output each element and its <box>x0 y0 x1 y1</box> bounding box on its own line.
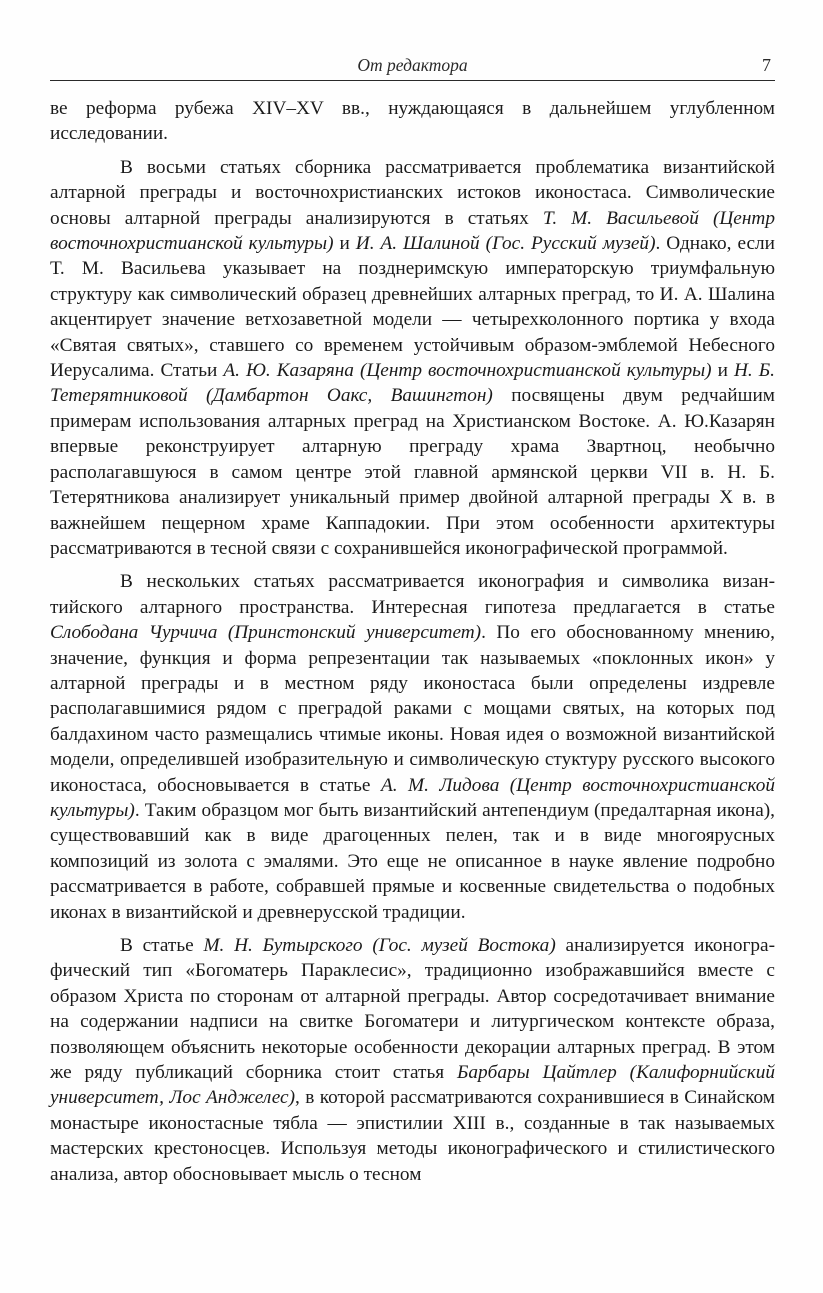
paragraph <box>50 933 775 1187</box>
text-run: В статье <box>120 935 204 956</box>
text-run: посвящены двум редчайшим примерам использования алтарных преград на Христианском Востоке. А. Ю.Казарян впервые реконструирует алтарную преграду храма Звартноц, необычно располагавшуюся в самом центре этой главной армянской церкви VII в. Н. Б. Тетерятникова анализирует уникальный пример двойной алтарной преграды X в. в важнейшем пещерном храме Каппадокии. При этом особенности архитектуры рассматриваются в тесной связи с сохранившейся иконографической программой. <box>50 385 775 559</box>
body-text <box>50 96 775 1187</box>
text-run: . Однако, если Т. М. Васильева указывает на позднеримскую императорскую триумфальную структуру как символический образец древнейших алтарных преград, то И. А. Шалина акцентирует значение ветхозаветной модели — четырехколонного портика у входа «Святая святых», ставшего со временем устойчивым образом-эмблемой Небесного Иерусалима. Статьи <box>50 233 775 382</box>
text-run: В восьми статьях сборника рассматривается проблематика византийской алтарной преграды и восточнохристианских истоков иконостаса. Символические основы алтарной преграды анализируются в статьях <box>50 156 775 229</box>
italic-citation: Н. Б. Тетерятниковой (Дамбартон Оакс, Вашингтон) <box>50 360 775 407</box>
italic-citation: И. А. Шалиной (Гос. Русский музей) <box>355 233 656 255</box>
italic-citation: А. Ю. Казаряна (Центр восточнохристианской культуры) <box>223 360 712 382</box>
italic-citation: Т. М. Васильевой (Центр восточнохристианской культуры) <box>50 207 775 255</box>
paragraph-continued <box>50 96 775 147</box>
text-run: В нескольких статьях рассматривается иконография и символика византийского алтарного пространства. Интересная гипотеза предлагается в статье <box>50 571 775 618</box>
italic-citation: М. Н. Бутырского (Гос. музей Востока) <box>203 935 556 956</box>
text-run: и <box>333 233 356 255</box>
text-run: , в которой рассматриваются сохранившиеся в Синайском монастыре иконостасные тябла — эпистилии XIII в., созданные в так называемых мастерских крестоносцев. Используя методы иконографического и стилистического анализа, автор обосновывает мысль о тесном <box>50 1087 776 1185</box>
running-title: От редактора <box>357 55 468 75</box>
italic-citation: Барбары Цайтлер (Калифорнийский университет, Лос Анджелес) <box>50 1062 775 1109</box>
text-run: ве реформа рубежа XIV–XV вв., нуждающаяся в дальнейшем углубленном исследовании. <box>50 98 775 145</box>
page-number: 7 <box>762 55 771 75</box>
italic-citation: А. М. Лидова (Центр восточнохристианской культуры) <box>50 774 775 821</box>
paragraph <box>50 155 775 562</box>
text-run: . Таким образцом мог быть византийский антепендиум (предалтарная икона), существовавший как в виде драгоценных пелен, так и в виде многоярусных композиций из золота с эмалями. Это еще не описанное в науке явление подробно рассматривается в работе, собравшей прямые и косвенные свидетельства о подобных иконах в византийской и древнерусской традиции. <box>50 799 775 923</box>
text-run: . По его обоснованному мнению, значение, функция и форма репрезентации так называемых «поклонных икон» у алтарной преграды и в местном ряду иконостаса были определены издревле располагавшимися рядом с преградой раками с мощами святых, на которых под балдахином часто размещались чтимые иконы. Новая идея о возможной византийской модели, определившей изобразительную и символическую стуктуру русского высокого иконостаса, обосновывается в статье <box>50 622 775 796</box>
running-header <box>50 52 775 81</box>
text-run: анализируется иконографический тип «Богоматерь Параклесис», традиционно изображавшийся вместе с образом Христа по сторонам от алтарной преграды. Автор сосредотачивает внимание на содержании надписи на свитке Богоматери и литургическом контексте образа, позволяющем объяснить некоторые особенности декорации алтарных преград. В этом же ряду публикаций сборника стоит статья <box>50 935 776 1084</box>
text-run: и <box>711 360 734 382</box>
italic-citation: Слободана Чурчича (Принстонский университет) <box>50 622 482 644</box>
paragraph <box>50 569 775 925</box>
